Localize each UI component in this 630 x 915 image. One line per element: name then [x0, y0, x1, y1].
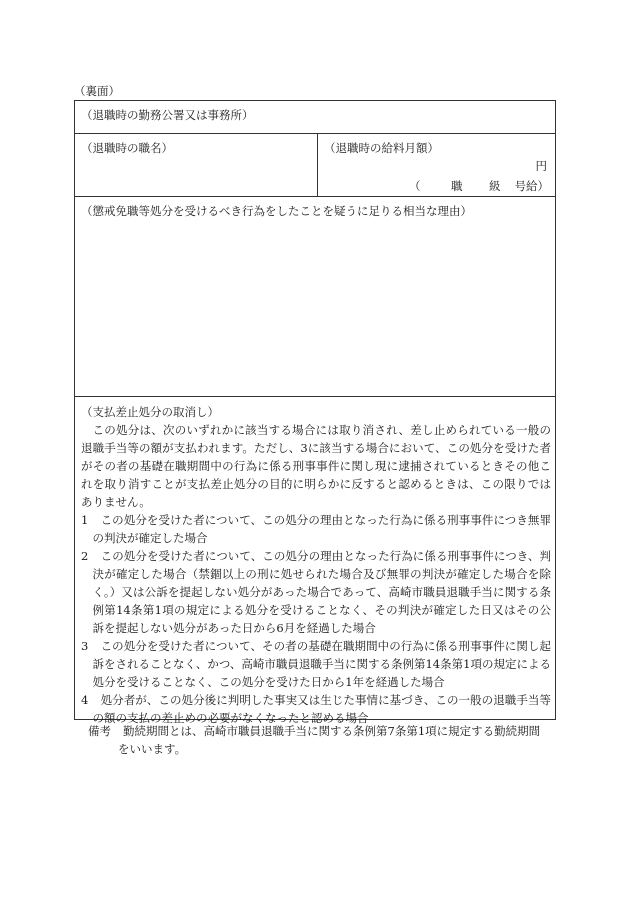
grade-open-paren: （: [409, 179, 421, 193]
item-text: この処分を受けた者について、この処分の理由となった行為に係る刑事事件につき、判決が確定した場合（禁錮以上の刑に処せられた場合及び無罪の判決が確定した場合を除く。）又は公訴を提起しない処分があった場合であって、高崎市職員退職手当に関する条例第14条第1項の規定による処分を受けることなく、その判決が確定した日又はその公訴を提起しない処分があった日から6月を経過した場合: [92, 549, 551, 635]
remark-note: [88, 722, 556, 758]
cancellation-intro: この処分は、次のいずれかに該当する場合には取り消され、差し止められている一般の退職手当等の額が支払われます。ただし、3に該当する場合において、この処分を受けた者がその者の基礎在職期間中の行為に係る刑事事件に関し現に逮捕されているときその他これを取り消すことが支払差止処分の目的に明らかに反すると認めるときは、この限りではありません。: [81, 423, 551, 509]
salary-cell: [318, 134, 555, 196]
post-label: （退職時の職名）: [81, 141, 173, 155]
item-number: 1: [81, 513, 89, 527]
post-cell: [75, 134, 318, 196]
remark-line-2: をいいます。: [118, 742, 187, 756]
salary-unit: 円: [535, 159, 547, 173]
item-number: 4: [81, 693, 89, 707]
reason-cell: [75, 197, 555, 397]
grade-gokyu: 号給）: [514, 179, 549, 193]
remark-text-1: 勤続期間とは、高崎市職員退職手当に関する条例第7条第1項に規定する勤続期間: [123, 724, 541, 738]
list-item: [81, 637, 551, 691]
cancellation-body: [81, 403, 551, 727]
list-item: [81, 547, 551, 637]
list-item: [81, 511, 551, 547]
remark-head: 備考: [88, 724, 111, 738]
grade-kyu: 級: [489, 179, 501, 193]
grade-shoku: 職: [451, 179, 463, 193]
item-number: 3: [81, 639, 89, 653]
item-number: 2: [81, 549, 89, 563]
item-text: 処分者が、この処分後に判明した事実又は生じた事情に基づき、この一般の退職手当等の額の支払の差止めの必要がなくなったと認める場合: [92, 693, 551, 725]
cancellation-title: （支払差止処分の取消し）: [81, 405, 219, 419]
remark-line-1: [88, 722, 556, 740]
workplace-cell: [75, 101, 555, 134]
salary-label: （退職時の給料月額）: [324, 141, 439, 155]
reason-label: （懲戒免職等処分を受けるべき行為をしたことを疑うに足りる相当な理由）: [81, 204, 472, 218]
form-table: [74, 100, 556, 725]
cancellation-cell: [75, 397, 555, 725]
post-salary-row: [75, 134, 555, 197]
reverse-side-label: （裏面）: [74, 84, 120, 98]
workplace-label: （退職時の勤務公署又は事務所）: [81, 108, 254, 122]
item-text: この処分を受けた者について、その者の基礎在職期間中の行為に係る刑事事件に関し起訴をされることなく、かつ、高崎市職員退職手当に関する条例第14条第1項の規定による処分を受けることなく、この処分を受けた日から1年を経過した場合: [92, 639, 551, 689]
item-text: この処分を受けた者について、この処分の理由となった行為に係る刑事事件につき無罪の判決が確定した場合: [92, 513, 551, 545]
